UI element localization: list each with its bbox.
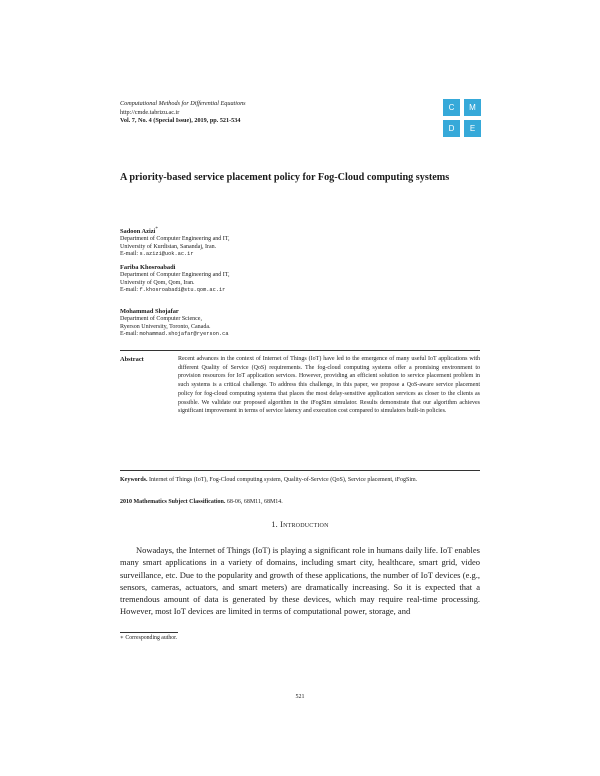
corresponding-marker: * <box>155 227 158 232</box>
footnote: ∗ Corresponding author. <box>120 635 178 641</box>
msc-label: 2010 Mathematics Subject Classification. <box>120 499 226 505</box>
abstract-top-rule <box>120 350 480 351</box>
keywords <box>120 476 480 485</box>
author-dept: Department of Computer Engineering and IT, <box>120 272 230 279</box>
abstract-bottom-rule <box>120 470 480 471</box>
email-label: E-mail: <box>120 287 138 294</box>
email-label: E-mail: <box>120 251 138 258</box>
author-name: Mohammad Shojafar <box>120 308 179 315</box>
section-heading <box>0 520 600 529</box>
abstract-label: Abstract <box>120 356 144 363</box>
author-block-1 <box>120 226 230 259</box>
footnote-rule <box>120 632 178 633</box>
logo-tile-c: C <box>443 99 460 116</box>
author-email[interactable]: f.khosroabadi@stu.qom.ac.ir <box>139 287 226 294</box>
abstract-text: Recent advances in the context of Internet of Things (IoT) have led to the emergence of many useful IoT applications with different Quality of Service (QoS) requirements. The fog-cloud computing systems offer a promising environment to provision resources for IoT application services. However, providing an efficient solution to service placement problem in such systems is a critical challenge. To address this challenge, in this paper, we propose a QoS-aware service placement policy for fog-cloud computing systems that places the most delay-sensitive application services as closer to the clients as possible. We validate our proposed algorithm in the iFogSim simulator. Results demonstrate that our algorithm achieves significant improvement in terms of service latency and execution cost compared to simulators built-in policies. <box>178 356 480 415</box>
author-dept: Department of Computer Engineering and IT, <box>120 236 230 243</box>
journal-url[interactable]: http://cmde.tabrizu.ac.ir <box>120 108 180 116</box>
author-email[interactable]: s.azizi@uok.ac.ir <box>139 251 194 258</box>
page-number: 521 <box>295 694 305 700</box>
section-title: Introduction <box>280 520 329 529</box>
msc-codes: 68-06, 68M11, 68M14. <box>226 499 283 505</box>
author-block-3 <box>120 308 229 339</box>
author-name: Sadoon Azizi <box>120 228 156 235</box>
logo-tile-d: D <box>443 120 460 137</box>
keywords-text: Internet of Things (IoT), Fog-Cloud computing system, Quality-of-Service (QoS), Service placement, iFogSim. <box>149 477 418 483</box>
logo-tile-e: E <box>464 120 481 137</box>
journal-name: Computational Methods for Differential Equations <box>120 100 246 107</box>
journal-header <box>120 100 246 126</box>
email-label: E-mail: <box>120 331 138 338</box>
author-dept: Department of Computer Science, <box>120 316 202 323</box>
journal-logo <box>443 99 487 137</box>
logo-tile-m: M <box>464 99 481 116</box>
paragraph: Nowadays, the Internet of Things (IoT) is playing a significant role in humans daily life. IoT enables many smart applications in a variety of domains, including smart city, healthcare, smart grid, video surveillance, etc. Due to the popularity and growth of these applications, the number of IoT devices (e.g., sensors, cameras, actuators, and smart meters) are dramatically increasing. So it is expected that a tremendous amount of data is generated by these devices, which may require real-time processing. However, most IoT devices are limited in terms of computational power, storage, and <box>120 545 480 617</box>
author-affiliation: University of Kurdistan, Sanandaj, Iran. <box>120 243 217 250</box>
author-affiliation: Ryerson University, Toronto, Canada. <box>120 323 211 330</box>
paper-title: A priority-based service placement policy for Fog-Cloud computing systems <box>120 172 450 183</box>
journal-volume: Vol. 7, No. 4 (Special Issue), 2019, pp. 521-534 <box>120 117 241 125</box>
author-block-2 <box>120 264 230 295</box>
keywords-label: Keywords. <box>120 477 148 483</box>
section-number: 1. <box>271 520 278 529</box>
author-email[interactable]: mohammad.shojafar@ryerson.ca <box>139 331 229 338</box>
body-text <box>120 544 480 618</box>
author-name: Fariba Khosroabadi <box>120 264 176 271</box>
msc-classification <box>120 499 283 505</box>
author-affiliation: University of Qom, Qom, Iran. <box>120 279 195 286</box>
